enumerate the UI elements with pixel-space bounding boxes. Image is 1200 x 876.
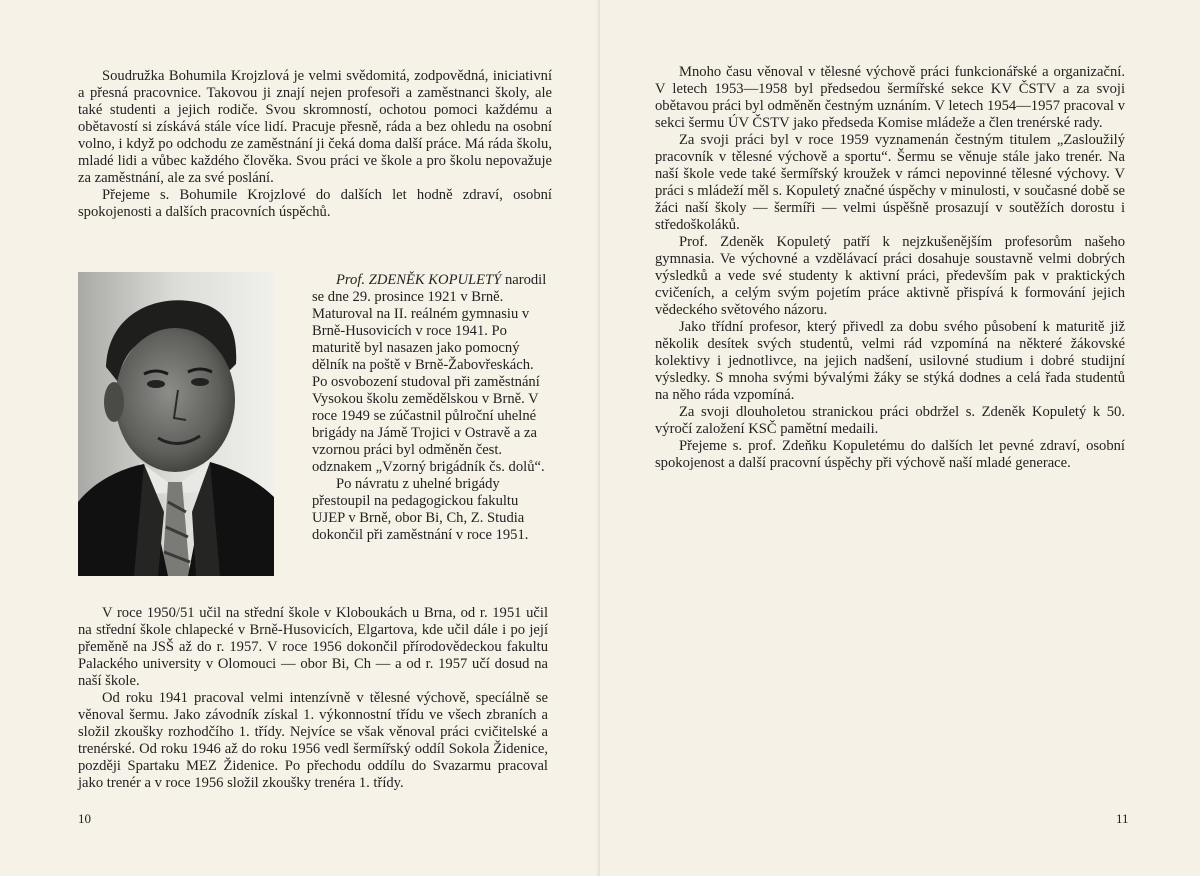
paragraph: Jako třídní profesor, který přivedl za dobu svého působení k maturitě již několik desítek svých studentů, velmi rád vzpomíná na některé žákovské kolektivy i jednotlivce, na jejich nadšení, usilovné studium i dobré studijní výsledky. S mnoha svými bývalými žáky se stýká dodnes a celá řada studentů na něho ráda vzpomíná.	[655, 319, 1125, 403]
paragraph: Prof. Zdeněk Kopuletý patří k nejzkušenějším profesorům našeho gymnasia. Ve výchovné a vzdělávací práci dosahuje soustavně velmi dobrých výsledků a vede své studenty k aktivní práci, především pak v praktických cvičeních, a celým svým pojetím práce aktivně přispívá k formování jejich vědeckého světového názoru.	[655, 234, 1125, 318]
paragraph: Po návratu z uhelné brigády přestoupil na pedagogickou fakultu UJEP v Brně, obor Bi, Ch, Z. Studia dokončil při zaměstnání v roce 1951.	[312, 476, 529, 543]
paragraph: Od roku 1941 pracoval velmi intenzívně v tělesné výchově, specíálně se věnoval šermu. Jako závodník získal 1. výkonnostní třídu ve všech zbraních a složil zkoušky rozhodčího 1. třídy. Nejvíce se však věnoval práci cvičitelské a trenérské. Od roku 1946 až do roku 1956 vedl šermířský oddíl Sokola Židenice, později Spartaku MEZ Židenice. Po přechodu oddílu do Svazarmu pracoval jako trenér a v roce 1956 složil zkoušky trenéra 1. třídy.	[78, 690, 548, 791]
paragraph: V roce 1950/51 učil na střední škole v Kloboukách u Brna, od r. 1951 učil na střední škole chlapecké v Brně-Husovicích, Elgartova, kde učil dále i po její přeměně na JSŠ až do r. 1957. V roce 1956 dokončil přírodovědeckou fakultu Palackého university v Olomouci — obor Bi, Ch — a od r. 1957 učí dosud na naší škole.	[78, 605, 548, 689]
page-number: 10	[78, 811, 91, 826]
intro-text-block	[78, 68, 552, 221]
paragraph: Za svoji práci byl v roce 1959 vyznamenán čestným titulem „Zasloužilý pracovník v tělesné výchově a sportu“. Šermu se věnuje stále jako trenér. Na naší škole vede také šermířský kroužek v rámci nepovinné tělesné výchovy. V práci s mládeží měl s. Kopuletý značné úspěchy v minulosti, v současné době se žáci naší školy — šermíři — velmi úspěšně prosazují v soutěžích dorostu i středoškoláků.	[655, 132, 1125, 233]
paragraph: Mnoho času věnoval v tělesné výchově práci funkcionářské a organizační. V letech 1953—1958 byl předsedou šermířské sekce KV ČSTV a za svoji obětavou práci byl odměněn čestným uznáním. V letech 1954—1957 pracoval v sekci šermu ÚV ČSTV jako předseda Komise mládeže a člen trenérské rady.	[655, 64, 1125, 131]
page-number: 11	[1116, 811, 1129, 826]
bio-name: Prof. ZDENĚK KOPULETÝ	[336, 272, 502, 288]
bio-text-block	[312, 272, 550, 544]
paragraph: Přejeme s. prof. Zdeňku Kopuletému do dalších let pevné zdraví, osobní spokojenost a další pracovní úspěchy při výchově naší mladé generace.	[655, 438, 1125, 471]
paragraph	[312, 272, 550, 476]
bio-first-text: narodil se dne 29. prosince 1921 v Brně. Maturoval na II. reálném gymnasiu v Brně-Husovicích v roce 1941. Po maturitě byl nasazen jako pomocný dělník na poště v Brně-Žabovřeskách. Po osvobození studoval při zaměstnání Vysokou školu zemědělskou v Brně. V roce 1949 se zúčastnil půlroční uhelné brigády na Jámě Trojici v Ostravě a za vzornou práci byl odměněn čest. odznakem „Vzorný brigádník čs. dolů“.	[312, 272, 547, 475]
paragraph: Za svoji dlouholetou stranickou práci obdržel s. Zdeněk Kopuletý k 50. výročí založení KSČ pamětní medaili.	[655, 404, 1125, 437]
paragraph: Soudružka Bohumila Krojzlová je velmi svědomitá, zodpovědná, iniciativní a přesná pracovnice. Takovou ji znají nejen profesoři a zaměstnanci školy, ale také studenti a jejich rodiče. Svou skromností, ochotou pomoci každému a obětavostí si získává stále více lidí. Pracuje přesně, ráda a bez ohledu na osobní volno, i když po odchodu ze zaměstnání ji čeká doma další práce. Má ráda školu, mladé lidi a vůbec každého člověka. Svou práci ve škole a pro školu nepovažuje za zaměstnání, ale za své poslání.	[78, 68, 552, 186]
paragraph: Přejeme s. Bohumile Krojzlové do dalších let hodně zdraví, osobní spokojenosti a dalších pracovních úspěchů.	[78, 187, 552, 220]
right-text-block	[655, 64, 1125, 472]
career-text-block	[78, 605, 548, 792]
portrait-photo	[78, 272, 274, 576]
